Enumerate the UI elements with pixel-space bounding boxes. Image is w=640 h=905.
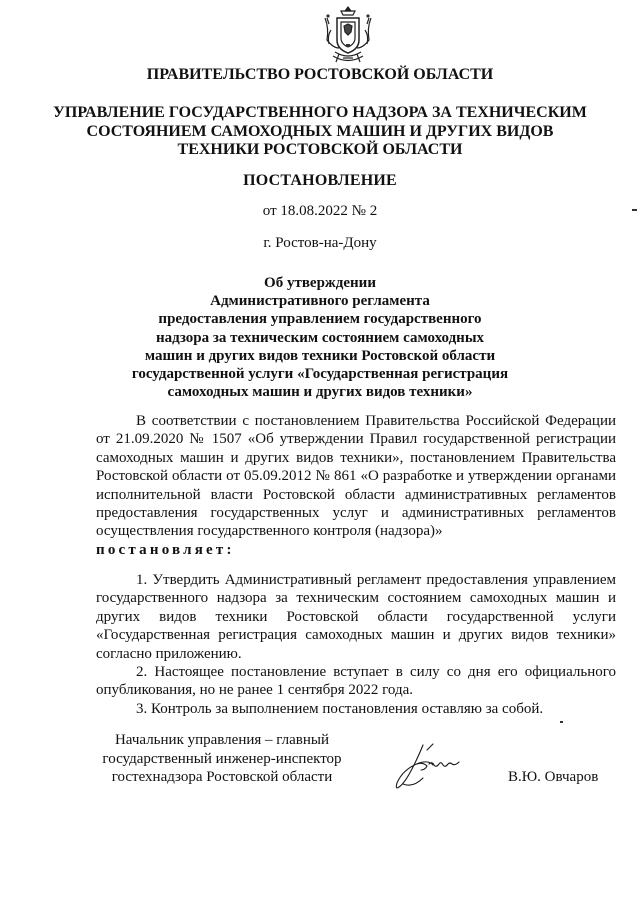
resolves-word: постановляет: <box>96 541 235 558</box>
resolution-item: 1. Утвердить Административный регламент предоставления управлением государственного надзора за техническим состоянием самоходных машин и других видов техники Ростовской области государственной услуги «Государственная регистрация самоходных машин и других видов техники» согласно приложению. <box>96 572 616 662</box>
subject-line: государственной услуги «Государственная регистрация <box>131 366 509 383</box>
preamble-text: В соответствии с постановлением Правительства Российской Федерации от 21.09.2020 № 1507 «Об утверждении Правил государственной регистрации самоходных машин и других видов техники», постановлением Правительства Ростовской области от 05.09.2012 № 861 «О разработке и утверждении органами исполнительной власти Ростовской области административных регламентов предоставления государственных услуг и административных регламентов осуществления государственного контроля (надзора)» <box>96 413 616 540</box>
document-date-number: от 18.08.2022 № 2 <box>262 203 378 219</box>
resolution-items <box>96 571 616 718</box>
scan-speck <box>632 209 637 211</box>
subject-line: Об утверждении <box>264 275 376 291</box>
document-subject <box>0 274 640 401</box>
subject-line: Административного регламента <box>210 293 430 310</box>
subject-line: самоходных машин и других видов техники» <box>167 384 473 401</box>
handwritten-signature-icon <box>393 740 473 795</box>
subject-line: машин и других видов техники Ростовской области <box>144 347 496 364</box>
preamble-paragraph <box>96 412 616 559</box>
signer-position-line: государственный инженер-инспектор <box>102 750 342 767</box>
signer-position <box>92 731 352 787</box>
signer-position-line: гостехнадзора Ростовской области <box>111 769 333 786</box>
document-city: г. Ростов-на-Дону <box>263 235 377 251</box>
scan-speck <box>560 721 563 723</box>
department-name <box>0 104 640 160</box>
resolution-item: 2. Настоящее постановление вступает в силу со дня его официального опубликования, но не ранее 1 сентября 2022 года. <box>96 664 616 699</box>
subject-line: надзора за техническим состоянием самоходных <box>155 329 485 346</box>
signer-name: В.Ю. Овчаров <box>508 769 599 785</box>
subject-line: предоставления управлением государственного <box>158 311 482 328</box>
resolution-item: 3. Контроль за выполнением постановления оставляю за собой. <box>136 700 544 717</box>
signer-position-line: Начальник управления – главный <box>114 732 330 748</box>
department-line: СОСТОЯНИЕМ САМОХОДНЫХ МАШИН И ДРУГИХ ВИДОВ <box>86 122 554 140</box>
organization-name: ПРАВИТЕЛЬСТВО РОСТОВСКОЙ ОБЛАСТИ <box>146 66 494 83</box>
department-line: УПРАВЛЕНИЕ ГОСУДАРСТВЕННОГО НАДЗОРА ЗА ТЕХНИЧЕСКИМ <box>53 104 587 121</box>
coat-of-arms-icon <box>317 4 379 66</box>
document-type: ПОСТАНОВЛЕНИЕ <box>243 172 397 189</box>
department-line: ТЕХНИКИ РОСТОВСКОЙ ОБЛАСТИ <box>177 141 463 158</box>
